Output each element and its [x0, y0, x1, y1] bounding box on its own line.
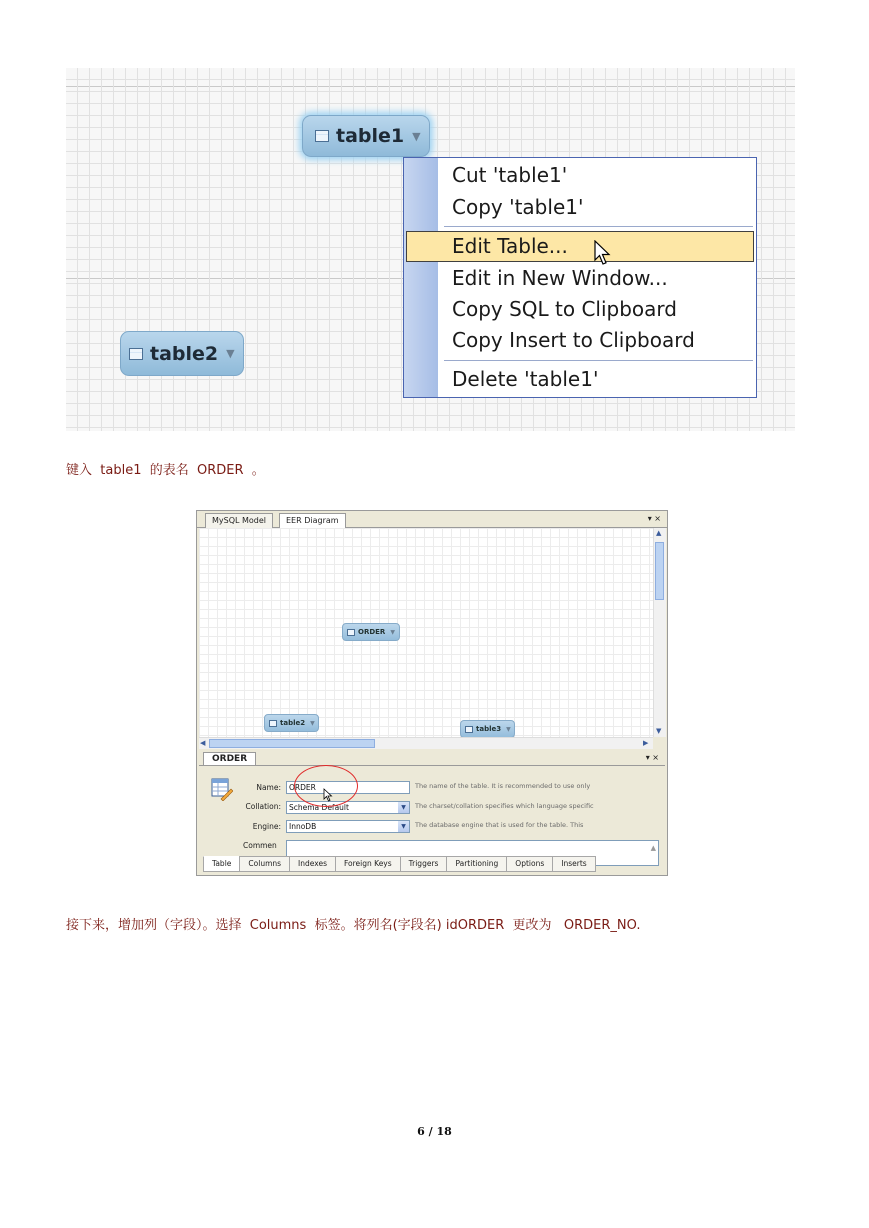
- subtab-indexes[interactable]: Indexes: [289, 856, 336, 872]
- editor-window-controls[interactable]: ▾ ×: [645, 753, 659, 762]
- table-icon: [465, 726, 473, 733]
- engine-description: The database engine that is used for the table. This: [415, 821, 584, 829]
- table-icon: [269, 720, 277, 727]
- editor-tab-line: [199, 765, 665, 766]
- table3-node-label: table3: [476, 725, 502, 733]
- dropdown-arrow-icon[interactable]: ▼: [310, 719, 315, 727]
- name-description: The name of the table. It is recommended to use only: [415, 782, 591, 790]
- menu-item-edit-new-window[interactable]: Edit in New Window...: [452, 266, 668, 290]
- menu-item-copy-insert[interactable]: Copy Insert to Clipboard: [452, 328, 695, 352]
- caption-type-table-name: 键入 table1 的表名 ORDER 。: [66, 463, 265, 478]
- menu-item-edit-table[interactable]: Edit Table...: [452, 234, 568, 258]
- dropdown-arrow-icon[interactable]: ▼: [390, 628, 395, 636]
- vertical-scroll-thumb[interactable]: [655, 542, 664, 600]
- subtab-options[interactable]: Options: [506, 856, 553, 872]
- mouse-cursor-icon: [323, 788, 333, 802]
- dropdown-arrow-icon[interactable]: ▼: [226, 347, 235, 360]
- order-node-label: ORDER: [358, 628, 386, 636]
- table-icon: [347, 629, 355, 636]
- table1-node[interactable]: [302, 115, 430, 157]
- table3-node[interactable]: [460, 720, 515, 738]
- eer-canvas-screenshot: [66, 68, 795, 431]
- collation-label: Collation:: [245, 802, 281, 811]
- table-editor-panel: [199, 750, 665, 875]
- menu-separator: [444, 226, 753, 227]
- diagram-canvas: [199, 528, 653, 737]
- name-label: Name:: [256, 783, 281, 792]
- horizontal-scroll-thumb[interactable]: [209, 739, 375, 748]
- subtab-inserts[interactable]: Inserts: [552, 856, 595, 872]
- table2-node-label: table2: [280, 719, 306, 727]
- context-menu: [403, 157, 757, 398]
- tab-eer-diagram[interactable]: EER Diagram: [279, 513, 346, 528]
- vertical-scrollbar[interactable]: [653, 528, 666, 737]
- collation-description: The charset/collation specifies which language specific: [415, 802, 594, 810]
- subtab-table[interactable]: Table: [203, 856, 240, 872]
- table1-label: table1: [336, 125, 405, 147]
- scroll-left-icon[interactable]: ◀: [200, 739, 206, 747]
- scroll-right-icon[interactable]: ▶: [643, 739, 649, 747]
- engine-select[interactable]: [286, 820, 410, 833]
- table-icon: [315, 130, 329, 142]
- scroll-up-icon[interactable]: ▲: [650, 844, 656, 852]
- collation-value: Schema Default: [289, 803, 349, 812]
- tab-order-editor[interactable]: ORDER: [203, 752, 256, 766]
- workbench-screenshot: [196, 510, 668, 876]
- table-icon: [129, 348, 143, 360]
- dropdown-arrow-icon[interactable]: ▼: [506, 725, 511, 733]
- document-tab-bar: [197, 511, 667, 528]
- editor-subtabs: [203, 856, 595, 870]
- subtab-columns[interactable]: Columns: [239, 856, 290, 872]
- order-table-node[interactable]: [342, 623, 400, 641]
- page-number: 6 / 18: [417, 1125, 452, 1138]
- table2-label: table2: [150, 342, 219, 365]
- dropdown-arrow-icon[interactable]: ▼: [412, 129, 421, 143]
- menu-item-copy-sql[interactable]: Copy SQL to Clipboard: [452, 297, 677, 321]
- name-input[interactable]: ORDER: [286, 781, 410, 794]
- menu-item-cut[interactable]: Cut 'table1': [452, 163, 568, 187]
- comment-label: Commen: [243, 841, 277, 850]
- chevron-down-icon[interactable]: ▼: [398, 802, 409, 813]
- table2-node[interactable]: [264, 714, 319, 732]
- menu-item-copy[interactable]: Copy 'table1': [452, 195, 584, 219]
- scroll-down-icon[interactable]: ▼: [656, 727, 662, 735]
- scroll-up-icon[interactable]: ▲: [656, 529, 662, 537]
- caption-add-columns: 接下来，增加列（字段）。选择 Columns 标签。将列名(字段名) idORDER 更改为 ORDER_NO.: [66, 918, 641, 933]
- collation-select[interactable]: [286, 801, 410, 814]
- window-controls[interactable]: ▾ ×: [647, 514, 661, 523]
- mouse-cursor-icon: [594, 240, 612, 266]
- subtab-foreign-keys[interactable]: Foreign Keys: [335, 856, 401, 872]
- engine-label: Engine:: [252, 822, 281, 831]
- subtab-triggers[interactable]: Triggers: [400, 856, 448, 872]
- menu-gutter: [404, 158, 438, 397]
- menu-separator: [444, 360, 753, 361]
- horizontal-scrollbar[interactable]: [199, 737, 653, 749]
- chevron-down-icon[interactable]: ▼: [398, 821, 409, 832]
- menu-item-delete[interactable]: Delete 'table1': [452, 367, 599, 391]
- table2-node[interactable]: [120, 331, 244, 376]
- subtab-partitioning[interactable]: Partitioning: [446, 856, 507, 872]
- tab-mysql-model[interactable]: MySQL Model: [205, 513, 273, 528]
- engine-value: InnoDB: [289, 822, 317, 831]
